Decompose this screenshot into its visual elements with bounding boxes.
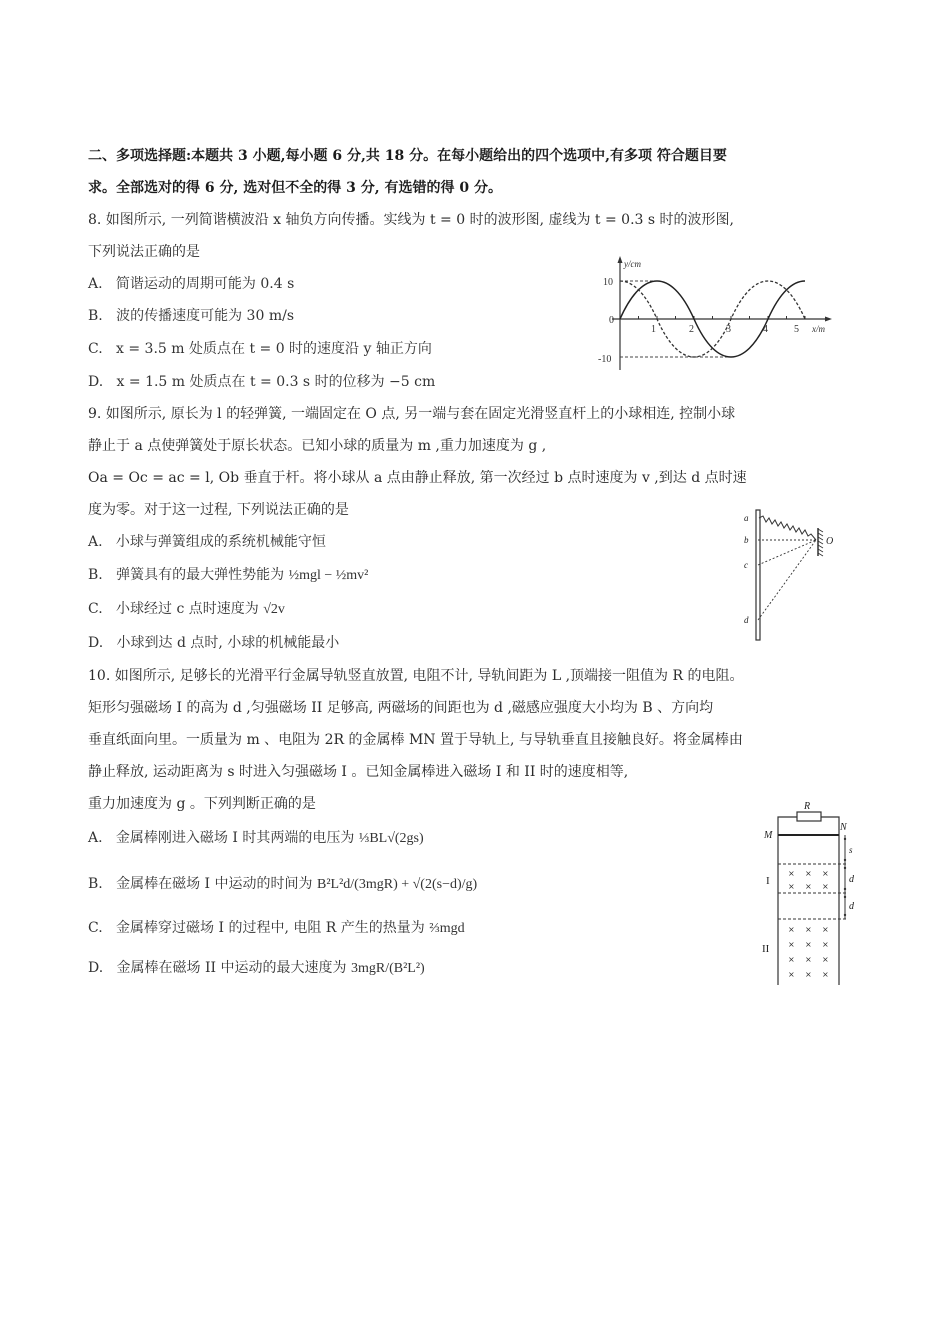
svg-text:I: I xyxy=(766,875,770,887)
svg-text:10: 10 xyxy=(603,277,613,288)
q10-option-b xyxy=(88,874,477,895)
option-label: B. xyxy=(88,876,103,892)
svg-text:y/cm: y/cm xyxy=(624,259,641,269)
spring-rod-figure xyxy=(735,508,840,643)
svg-text:×: × xyxy=(788,925,795,934)
q9-stem-line2: 静止于 a 点使弹簧处于原长状态。已知小球的质量为 m ,重力加速度为 g , xyxy=(88,438,547,454)
q8-option-b xyxy=(88,306,294,326)
option-text: x = 3.5 m 处质点在 t = 0 时的速度沿 y 轴正方向 xyxy=(116,341,432,357)
option-formula: 3mgR/(B²L²) xyxy=(350,961,425,976)
section-header-line1: 二、多项选择题:本题共 3 小题,每小题 6 分,共 18 分。在每小题给出的四个选项中,有多项 符合题目要 xyxy=(88,148,727,164)
q8-stem-line2: 下列说法正确的是 xyxy=(88,244,200,260)
option-label: D. xyxy=(88,960,104,976)
q8-stem-line1: 8. 如图所示, 一列简谐横波沿 x 轴负方向传播。实线为 t = 0 时的波形图, 虚线为 t = 0.3 s 时的波形图, xyxy=(88,212,734,228)
option-label: C. xyxy=(88,601,103,617)
svg-text:1: 1 xyxy=(651,324,656,335)
option-text: x = 1.5 m 处质点在 t = 0.3 s 时的位移为 −5 cm xyxy=(116,374,436,390)
option-label: A. xyxy=(88,276,103,292)
option-formula: ⅓BL√(2gs) xyxy=(358,831,424,846)
q10-stem-line4: 静止释放, 运动距离为 s 时进入匀强磁场 I 。已知金属棒进入磁场 I 和 II 时的速度相等, xyxy=(88,764,629,780)
svg-text:×: × xyxy=(788,869,795,878)
q10-option-a xyxy=(88,828,424,849)
option-formula: ½mgl − ½mv² xyxy=(288,568,369,583)
option-text: 金属棒穿过磁场 I 的过程中, 电阻 R 产生的热量为 xyxy=(116,920,425,936)
svg-text:2: 2 xyxy=(689,324,694,335)
svg-text:s: s xyxy=(849,845,853,855)
svg-text:×: × xyxy=(805,940,812,949)
q8-option-d xyxy=(88,372,435,392)
q9-option-a xyxy=(88,532,326,552)
q9-option-b xyxy=(88,565,368,586)
svg-text:3: 3 xyxy=(726,324,731,335)
svg-text:b: b xyxy=(744,535,749,545)
option-formula: ⅔mgd xyxy=(429,921,465,936)
option-label: D. xyxy=(88,374,104,390)
q10-option-c xyxy=(88,918,465,939)
svg-text:×: × xyxy=(822,955,829,964)
q10-stem-line3: 垂直纸面向里。一质量为 m 、电阻为 2R 的金属棒 MN 置于导轨上, 与导轨垂直且接触良好。将金属棒由 xyxy=(88,732,743,748)
option-text: 金属棒刚进入磁场 I 时其两端的电压为 xyxy=(115,830,355,846)
option-text: 波的传播速度可能为 30 m/s xyxy=(116,308,295,324)
option-label: C. xyxy=(88,341,103,357)
option-label: B. xyxy=(88,567,103,583)
svg-text:II: II xyxy=(762,943,770,955)
svg-text:×: × xyxy=(805,869,812,878)
svg-text:d: d xyxy=(744,615,749,625)
q8-option-a xyxy=(88,274,294,294)
option-formula: B²L²d/(3mgR) + √(2(s−d)/g) xyxy=(317,877,478,892)
svg-text:c: c xyxy=(744,560,748,570)
rail-field-figure xyxy=(752,797,867,985)
option-label: A. xyxy=(88,830,103,846)
svg-text:×: × xyxy=(788,882,795,891)
svg-text:d: d xyxy=(849,901,854,912)
q9-option-c xyxy=(88,599,285,620)
option-text: 小球与弹簧组成的系统机械能守恒 xyxy=(115,534,326,550)
section-header-line2: 求。全部选对的得 6 分, 选对但不全的得 3 分, 有选错的得 0 分。 xyxy=(88,180,502,196)
svg-text:×: × xyxy=(822,970,829,979)
option-label: C. xyxy=(88,920,103,936)
svg-text:×: × xyxy=(805,882,812,891)
q9-option-d xyxy=(88,633,339,653)
option-text: 简谐运动的周期可能为 0.4 s xyxy=(115,276,295,292)
svg-text:×: × xyxy=(788,955,795,964)
svg-text:×: × xyxy=(805,955,812,964)
option-text: 金属棒在磁场 I 中运动的时间为 xyxy=(116,876,313,892)
svg-text:M: M xyxy=(764,830,773,841)
option-label: A. xyxy=(88,534,103,550)
q10-stem-line1: 10. 如图所示, 足够长的光滑平行金属导轨竖直放置, 电阻不计, 导轨间距为 L ,顶端接一阻值为 R 的电阻。 xyxy=(88,668,744,684)
svg-text:×: × xyxy=(822,882,829,891)
q10-option-d xyxy=(88,958,425,979)
svg-text:d: d xyxy=(849,874,854,885)
svg-text:N: N xyxy=(840,822,847,833)
svg-text:×: × xyxy=(805,970,812,979)
svg-text:×: × xyxy=(822,925,829,934)
svg-text:5: 5 xyxy=(794,324,799,335)
option-text: 金属棒在磁场 II 中运动的最大速度为 xyxy=(116,960,347,976)
svg-text:R: R xyxy=(804,801,811,812)
svg-text:-10: -10 xyxy=(598,354,612,365)
q9-stem-line4: 度为零。对于这一过程, 下列说法正确的是 xyxy=(88,502,349,518)
option-label: B. xyxy=(88,308,103,324)
option-label: D. xyxy=(88,635,104,651)
svg-text:x/m: x/m xyxy=(812,324,825,334)
svg-text:a: a xyxy=(744,513,749,523)
svg-text:0: 0 xyxy=(609,315,614,326)
svg-text:×: × xyxy=(788,940,795,949)
q9-stem-line1: 9. 如图所示, 原长为 l 的轻弹簧, 一端固定在 O 点, 另一端与套在固定光滑竖直杆上的小球相连, 控制小球 xyxy=(88,406,736,422)
option-text: 弹簧具有的最大弹性势能为 xyxy=(116,567,285,583)
svg-text:×: × xyxy=(822,940,829,949)
svg-text:4: 4 xyxy=(763,324,768,335)
q10-stem-line2: 矩形匀强磁场 I 的高为 d ,匀强磁场 II 足够高, 两磁场的间距也为 d ,磁感应强度大小均为 B 、方向均 xyxy=(88,700,714,716)
q8-option-c xyxy=(88,339,432,359)
svg-text:×: × xyxy=(822,869,829,878)
q9-stem-line3: Oa = Oc = ac = l, Ob 垂直于杆。将小球从 a 点由静止释放, 第一次经过 b 点时速度为 v ,到达 d 点时速 xyxy=(88,470,747,486)
option-text: 小球到达 d 点时, 小球的机械能最小 xyxy=(116,635,340,651)
option-text: 小球经过 c 点时速度为 xyxy=(116,601,259,617)
svg-text:×: × xyxy=(805,925,812,934)
svg-text:O: O xyxy=(826,536,834,547)
option-formula: √2v xyxy=(263,602,285,617)
wave-graph-figure xyxy=(590,252,850,378)
svg-text:×: × xyxy=(788,970,795,979)
q10-stem-line5: 重力加速度为 g 。下列判断正确的是 xyxy=(88,796,316,812)
